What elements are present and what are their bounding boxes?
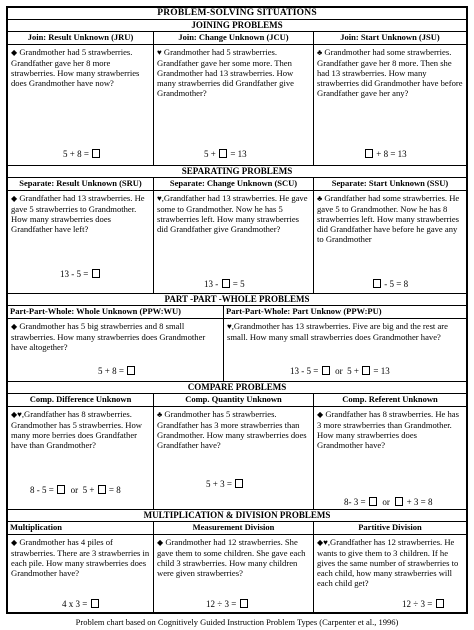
equation: + 8 = 13 — [364, 149, 407, 159]
unknown-box-icon — [92, 149, 100, 158]
problem-text: Grandmother has 5 strawberries. Grandfather has 3 more strawberries than Grandmother. How many strawberries does Grandfather have? — [157, 408, 307, 450]
cell-scu — [154, 178, 314, 293]
multdiv-row — [8, 522, 466, 612]
equation: 13 - 5 = or 5 + = 13 — [290, 366, 390, 376]
equation: 5 + 3 = — [206, 479, 244, 489]
joining-row — [8, 32, 466, 165]
equation: 8- 3 = or + 3 = 8 — [344, 497, 433, 507]
problem-text: ,Grandfather had 13 strawberries. He gave some to Grandmother. Now he has 5 strawberries left. How many strawberries did Grandfather give Grandmother? — [157, 192, 308, 234]
unknown-box-icon — [235, 479, 243, 488]
equation: 13 - 5 = — [60, 269, 101, 279]
unknown-box-icon — [127, 366, 135, 375]
cell-partitive-division — [314, 522, 466, 612]
diamond-icon: ◆ — [317, 409, 324, 419]
unknown-box-icon — [91, 599, 99, 608]
chart-table — [6, 6, 468, 614]
cell-ssu — [314, 178, 466, 293]
cell-heading: Separate: Result Unknown (SRU) — [8, 178, 153, 191]
unknown-box-icon — [436, 599, 444, 608]
unknown-box-icon — [362, 366, 370, 375]
diamond-icon: ◆ — [11, 193, 18, 203]
unknown-box-icon — [219, 149, 227, 158]
ppw-row — [8, 306, 466, 381]
diamond-heart-icon: ◆♥ — [11, 409, 22, 419]
problem-text: Grandmother had 5 strawberries. Grandfather gave her 8 more strawberries. How many strawberries does Grandmother have now? — [11, 46, 140, 88]
unknown-box-icon — [322, 366, 330, 375]
cell-multiplication — [8, 522, 154, 612]
section-title-separating: SEPARATING PROBLEMS — [8, 165, 466, 178]
equation: 5 + 8 = — [98, 366, 136, 376]
cell-heading: Multiplication — [8, 522, 153, 535]
problem-text: ,Grandfather has 12 strawberries. He wants to give them to 3 children. If he gives the same number of strawberries to each child, how many strawberries will each child get? — [317, 536, 459, 588]
cell-comp-difference — [8, 394, 154, 509]
section-title-joining: JOINING PROBLEMS — [8, 19, 466, 32]
cell-heading: Separate: Start Unknown (SSU) — [314, 178, 466, 191]
problem-text: Grandmother had 5 strawberries. Grandfather gave her some more. Then Grandmother had 13 strawberries. How many strawberries did Grandfather give Grandmother? — [157, 46, 294, 98]
unknown-box-icon — [57, 485, 65, 494]
heart-icon: ♥ — [157, 193, 162, 203]
equation: 12 ÷ 3 = — [206, 599, 249, 609]
equation: 8 - 5 = or 5 + = 8 — [30, 485, 121, 495]
club-icon: ♣ — [317, 193, 323, 203]
equation: 12 ÷ 3 = — [402, 599, 445, 609]
cell-heading: Part-Part-Whole: Whole Unknown (PPW:WU) — [8, 306, 223, 319]
problem-text: Grandmother had 12 strawberries. She gave them to some children. She gave each child 3 strawberries. How many children were given strawberries? — [157, 536, 306, 578]
section-title-part-part-whole: PART -PART -WHOLE PROBLEMS — [8, 293, 466, 306]
problem-text: ,Grandmother has 13 strawberries. Five are big and the rest are small. How many small strawberries does Grandmother have? — [227, 320, 448, 342]
cell-ppw-wu — [8, 306, 224, 381]
chart-title: PROBLEM-SOLVING SITUATIONS — [157, 8, 317, 18]
cell-jsu — [314, 32, 466, 165]
cell-heading: Join: Start Unknown (JSU) — [314, 32, 466, 45]
cell-heading: Comp. Quantity Unknown — [154, 394, 313, 407]
compare-row — [8, 394, 466, 509]
cell-heading: Partitive Division — [314, 522, 466, 535]
diamond-heart-icon: ◆♥ — [317, 537, 328, 547]
cell-heading: Comp. Difference Unknown — [8, 394, 153, 407]
problem-text: Grandfather had some strawberries. He gave 5 to Grandmother. Now he has 8 strawberries left. How many strawberries did Grandfather have before he gave any to Grandmother — [317, 192, 460, 244]
section-title-compare: COMPARE PROBLEMS — [8, 381, 466, 394]
diamond-icon: ◆ — [11, 537, 18, 547]
cell-comp-quantity — [154, 394, 314, 509]
unknown-box-icon — [98, 485, 106, 494]
equation: 5 + = 13 — [204, 149, 247, 159]
separating-row — [8, 178, 466, 293]
equation: 13 - = 5 — [204, 279, 245, 289]
cell-heading: Join: Change Unknown (JCU) — [154, 32, 313, 45]
cell-comp-referent — [314, 394, 466, 509]
cell-measurement-division — [154, 522, 314, 612]
problem-text: ,Grandfather has 8 strawberries. Grandmother has 5 strawberries. How many more berries does Grandfather have than Grandmother? — [11, 408, 143, 450]
problem-text: Grandmother had some strawberries. Grandfather gave her 8 more. Then she had 13 strawberries. How many strawberries did Grandmother have before Grandfather gave her any? — [317, 46, 463, 98]
cell-heading: Measurement Division — [154, 522, 313, 535]
diamond-icon: ◆ — [157, 537, 164, 547]
cell-heading: Join: Result Unknown (JRU) — [8, 32, 153, 45]
heart-icon: ♥ — [227, 321, 232, 331]
unknown-box-icon — [365, 149, 373, 158]
problem-text: Grandfather has 8 strawberries. He has 3 more strawberries than Grandmother. How many strawberries does Grandmother have? — [317, 408, 459, 450]
cell-heading: Separate: Change Unknown (SCU) — [154, 178, 313, 191]
diamond-icon: ◆ — [11, 321, 18, 331]
unknown-box-icon — [369, 497, 377, 506]
problem-text: Grandfather had 13 strawberries. He gave 5 strawberries to Grandmother. How many strawberries does Grandfather have left? — [11, 192, 145, 234]
unknown-box-icon — [222, 279, 230, 288]
heart-icon: ♥ — [157, 47, 162, 57]
section-title-multiplication-division: MULTIPLICATION & DIVISION PROBLEMS — [8, 509, 466, 522]
unknown-box-icon — [373, 279, 381, 288]
equation: 4 x 3 = — [62, 599, 100, 609]
footer-citation: Problem chart based on Cognitively Guided Instruction Problem Types (Carpenter et al., 1996) — [75, 617, 399, 627]
club-icon: ♣ — [157, 409, 163, 419]
problem-text: Grandmother has 4 piles of strawberries. There are 3 strawberries in each pile. How many strawberries does Grandmother have? — [11, 536, 150, 578]
cell-heading: Comp. Referent Unknown — [314, 394, 466, 407]
cell-jcu — [154, 32, 314, 165]
cell-sru — [8, 178, 154, 293]
unknown-box-icon — [92, 269, 100, 278]
cell-heading: Part-Part-Whole: Part Unknow (PPW:PU) — [224, 306, 466, 319]
cell-jru — [8, 32, 154, 165]
problem-text: Grandmother has 5 big strawberries and 8 small strawberries. How many strawberries does Grandmother have altogether? — [11, 320, 206, 352]
diamond-icon: ◆ — [11, 47, 18, 57]
unknown-box-icon — [395, 497, 403, 506]
cell-ppw-pu — [224, 306, 466, 381]
club-icon: ♣ — [317, 47, 323, 57]
equation: - 5 = 8 — [372, 279, 408, 289]
equation: 5 + 8 = — [63, 149, 101, 159]
unknown-box-icon — [240, 599, 248, 608]
